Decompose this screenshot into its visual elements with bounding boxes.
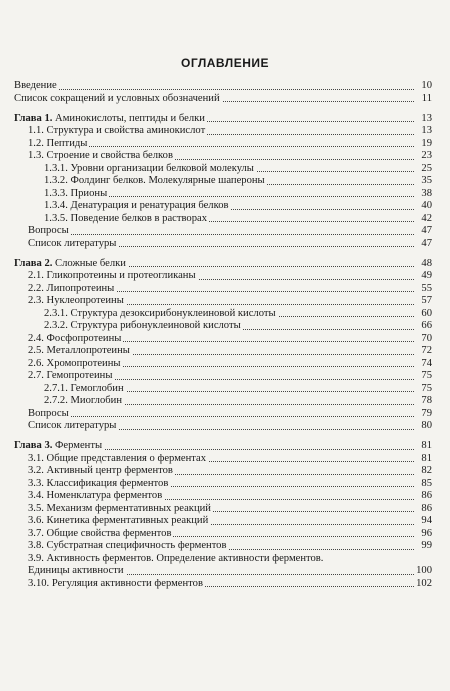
toc-entry-title (28, 420, 118, 431)
toc-entry-title (44, 383, 126, 394)
toc-entry-title (28, 333, 123, 344)
toc-entry-text: 2.3.1. Структура дезоксирибонуклеиновой кислоты (44, 307, 276, 319)
toc-entry-title (44, 213, 209, 224)
toc-page-number: 47 (421, 225, 432, 236)
toc-entry-text: 2.3.2. Структура рибонуклеиновой кислоты (44, 320, 241, 331)
toc-entry-text: Список литературы (28, 420, 117, 431)
toc-entry-title (14, 113, 207, 124)
toc-entry-text: 2.5. Металлопротеины (28, 345, 130, 356)
toc-page-number: 38 (421, 187, 432, 199)
toc-entry-title (44, 308, 278, 319)
toc-entry-title (28, 490, 164, 501)
toc-page-number: 60 (421, 307, 432, 319)
toc-entry-title (28, 295, 126, 306)
toc-entry-text: 2.4. Фосфопротеины (28, 332, 122, 344)
toc-entry-title (28, 528, 173, 539)
toc-entry-text: 3.1. Общие представления о ферментах (28, 452, 207, 464)
toc-page-number: 13 (421, 125, 432, 136)
toc-entry[interactable] (14, 175, 432, 188)
chapter-label: Глава 1. (14, 112, 53, 124)
toc-entry[interactable] (14, 93, 432, 106)
toc-page-number: 19 (421, 137, 432, 149)
toc-entry[interactable] (14, 528, 432, 541)
toc-entry[interactable] (14, 333, 432, 346)
toc-entry[interactable] (14, 125, 432, 138)
toc-entry-title (28, 345, 132, 356)
toc-entry-text: 2.7.2. Миоглобин (44, 395, 122, 406)
toc-page-number: 25 (421, 162, 432, 174)
toc-page-number: 82 (421, 465, 432, 476)
toc-entry[interactable] (14, 515, 432, 528)
toc-entry-title (28, 478, 170, 489)
toc-entry[interactable] (14, 213, 432, 226)
toc-page-number: 10 (421, 80, 432, 91)
toc-entry[interactable] (14, 358, 432, 371)
toc-page-number: 55 (421, 282, 432, 294)
toc-entry[interactable] (14, 238, 432, 251)
toc-entry-title (14, 80, 59, 91)
toc-entry-text: 2.7.1. Гемоглобин (44, 382, 124, 394)
dot-leader (28, 416, 414, 417)
toc-entry-text: 3.6. Кинетика ферментативных реакций (28, 515, 209, 526)
section-gap (14, 433, 432, 441)
toc-entry[interactable] (14, 578, 432, 591)
toc-entry-text: Единицы активности (28, 565, 124, 576)
toc-entry-title (14, 258, 128, 269)
toc-entry-title (28, 465, 175, 476)
toc-page-number: 99 (421, 540, 432, 551)
toc-entry[interactable] (14, 565, 432, 578)
toc-entry-title (28, 540, 228, 551)
toc-entry-title (28, 408, 71, 419)
toc-entry-title (28, 238, 118, 249)
toc-entry-text: 2.6. Хромопротеины (28, 357, 121, 369)
toc-entry-text: 1.3.3. Прионы (44, 187, 108, 199)
toc-entry-text: Введение (14, 80, 57, 91)
toc-page-number: 94 (421, 515, 432, 526)
toc-entry[interactable] (14, 503, 432, 516)
toc-entry-text: 3.3. Классификация ферментов (28, 477, 169, 489)
toc-page-number: 40 (421, 200, 432, 211)
toc-entry-title (44, 175, 267, 186)
toc-page-number: 57 (421, 295, 432, 306)
toc-entry[interactable] (14, 465, 432, 478)
toc-entry[interactable] (14, 345, 432, 358)
toc-page-number: 47 (421, 237, 432, 249)
toc-entry-text: 1.3.5. Поведение белков в растворах (44, 212, 208, 224)
toc-entry[interactable] (14, 150, 432, 163)
toc-entry[interactable] (14, 553, 432, 566)
toc-entry-text: 1.2. Пептиды (28, 137, 88, 149)
toc-entry[interactable] (14, 163, 432, 176)
section-gap (14, 105, 432, 113)
toc-page-number: 48 (421, 257, 432, 269)
toc-chapter-entry[interactable] (14, 258, 432, 271)
section-gap (14, 250, 432, 258)
toc-entry[interactable] (14, 320, 432, 333)
toc-entry-title (44, 163, 256, 174)
toc-entry-text: 3.5. Механизм ферментативных реакций (28, 502, 211, 514)
toc-page-number: 85 (421, 477, 432, 489)
toc-entry-text: 3.8. Субстратная специфичность ферментов (28, 540, 227, 551)
toc-entry-title (28, 358, 123, 369)
toc-entry-text: Сложные белки (52, 257, 126, 269)
toc-page-number: 75 (421, 370, 432, 381)
toc-chapter-entry[interactable] (14, 113, 432, 126)
toc-page-number: 72 (421, 345, 432, 356)
toc-entry-title (28, 150, 175, 161)
toc-page-number: 75 (421, 382, 432, 394)
toc-entry-title (28, 270, 198, 281)
toc-entry-title (28, 565, 126, 576)
dot-leader (14, 89, 414, 90)
toc-entry[interactable] (14, 283, 432, 296)
toc-entry-title (28, 125, 207, 136)
toc-entry-title (44, 200, 231, 211)
toc-entry[interactable] (14, 408, 432, 421)
toc-entry-text: 3.7. Общие свойства ферментов (28, 527, 172, 539)
toc-page-number: 70 (421, 332, 432, 344)
toc-entry-title (28, 283, 116, 294)
toc-entry-text: 1.3.4. Денатурация и ренатурация белков (44, 200, 229, 211)
toc-entry-text: 2.3. Нуклеопротеины (28, 295, 124, 306)
toc-page-number: 86 (421, 490, 432, 501)
toc-entry-title (14, 440, 104, 451)
toc-entry[interactable] (14, 80, 432, 93)
toc-page-number: 11 (421, 92, 432, 104)
toc-entry-title (44, 395, 124, 406)
toc-entry-title (28, 225, 71, 236)
toc-chapter-entry[interactable] (14, 440, 432, 453)
toc-page-number: 74 (421, 357, 432, 369)
toc-entry-title (14, 93, 222, 104)
toc-entry-title (28, 138, 89, 149)
toc-entry-text: Вопросы (28, 407, 69, 419)
toc-entry[interactable] (14, 478, 432, 491)
toc-entry-text: Аминокислоты, пептиды и белки (52, 112, 205, 124)
toc-entry-text: 1.3.2. Фолдинг белков. Молекулярные шапероны (44, 175, 265, 186)
toc-entry-text: 2.1. Гликопротеины и протеогликаны (28, 270, 196, 281)
toc-entry[interactable] (14, 308, 432, 321)
toc-entry-text: 1.1. Структура и свойства аминокислот (28, 125, 206, 136)
toc-entry[interactable] (14, 420, 432, 433)
toc-entry-text: 3.4. Номенклатура ферментов (28, 490, 163, 501)
toc-entry-text: 3.9. Активность ферментов. Определение активности ферментов. (28, 552, 324, 564)
toc-entry[interactable] (14, 200, 432, 213)
toc-entry[interactable] (14, 383, 432, 396)
toc-entry-text: 3.2. Активный центр ферментов (28, 465, 173, 476)
toc-entry-text: 2.7. Гемопротеины (28, 370, 113, 381)
toc-page-number: 79 (421, 407, 432, 419)
toc-entry-text: 1.3.1. Уровни организации белковой молекулы (44, 162, 254, 174)
toc-page-number: 100 (416, 565, 432, 576)
toc-entry[interactable] (14, 295, 432, 308)
dot-leader (28, 234, 414, 235)
toc-entry[interactable] (14, 270, 432, 283)
toc-entry[interactable] (14, 138, 432, 151)
toc-entry-title (44, 188, 109, 199)
toc-entry[interactable] (14, 395, 432, 408)
toc-entry-text: 3.10. Регуляция активности ферментов (28, 577, 203, 589)
toc-entry-title (28, 515, 210, 526)
toc-entry-title (44, 320, 243, 331)
toc-entry-text: 1.3. Строение и свойства белков (28, 150, 173, 161)
toc-entry-title (28, 453, 208, 464)
toc-entry[interactable] (14, 188, 432, 201)
toc-page-number: 96 (421, 527, 432, 539)
toc-entry[interactable] (14, 540, 432, 553)
toc-entry-title (28, 503, 213, 514)
toc-page-number: 86 (421, 502, 432, 514)
toc-page-number: 23 (421, 150, 432, 161)
toc-page-number: 35 (421, 175, 432, 186)
toc-entry[interactable] (14, 490, 432, 503)
toc-page-number: 49 (421, 270, 432, 281)
toc-page-number: 80 (421, 420, 432, 431)
toc-page-number: 66 (421, 320, 432, 331)
toc-entry[interactable] (14, 453, 432, 466)
chapter-label: Глава 2. (14, 257, 53, 269)
toc-entry-text: Вопросы (28, 225, 69, 236)
toc-entry-text: Список литературы (28, 237, 117, 249)
toc-page-number: 78 (421, 395, 432, 406)
toc-entry-title (28, 553, 325, 564)
toc-entry-text: Ферменты (52, 440, 103, 451)
toc-entry-title (28, 578, 205, 589)
chapter-label: Глава 3. (14, 440, 53, 451)
toc-entry-text: 2.2. Липопротеины (28, 282, 115, 294)
toc-entry-text: Список сокращений и условных обозначений (14, 92, 220, 104)
page-title: ОГЛАВЛЕНИЕ (180, 56, 269, 70)
toc-entry[interactable] (14, 370, 432, 383)
toc-page-number: 42 (421, 212, 432, 224)
toc-page-number: 102 (416, 577, 432, 589)
toc-entry-title (28, 370, 114, 381)
toc-page-number: 13 (421, 112, 432, 124)
toc-entry[interactable] (14, 225, 432, 238)
toc-page-number: 81 (421, 452, 432, 464)
toc-page-number: 81 (421, 440, 432, 451)
table-of-contents (14, 80, 432, 590)
